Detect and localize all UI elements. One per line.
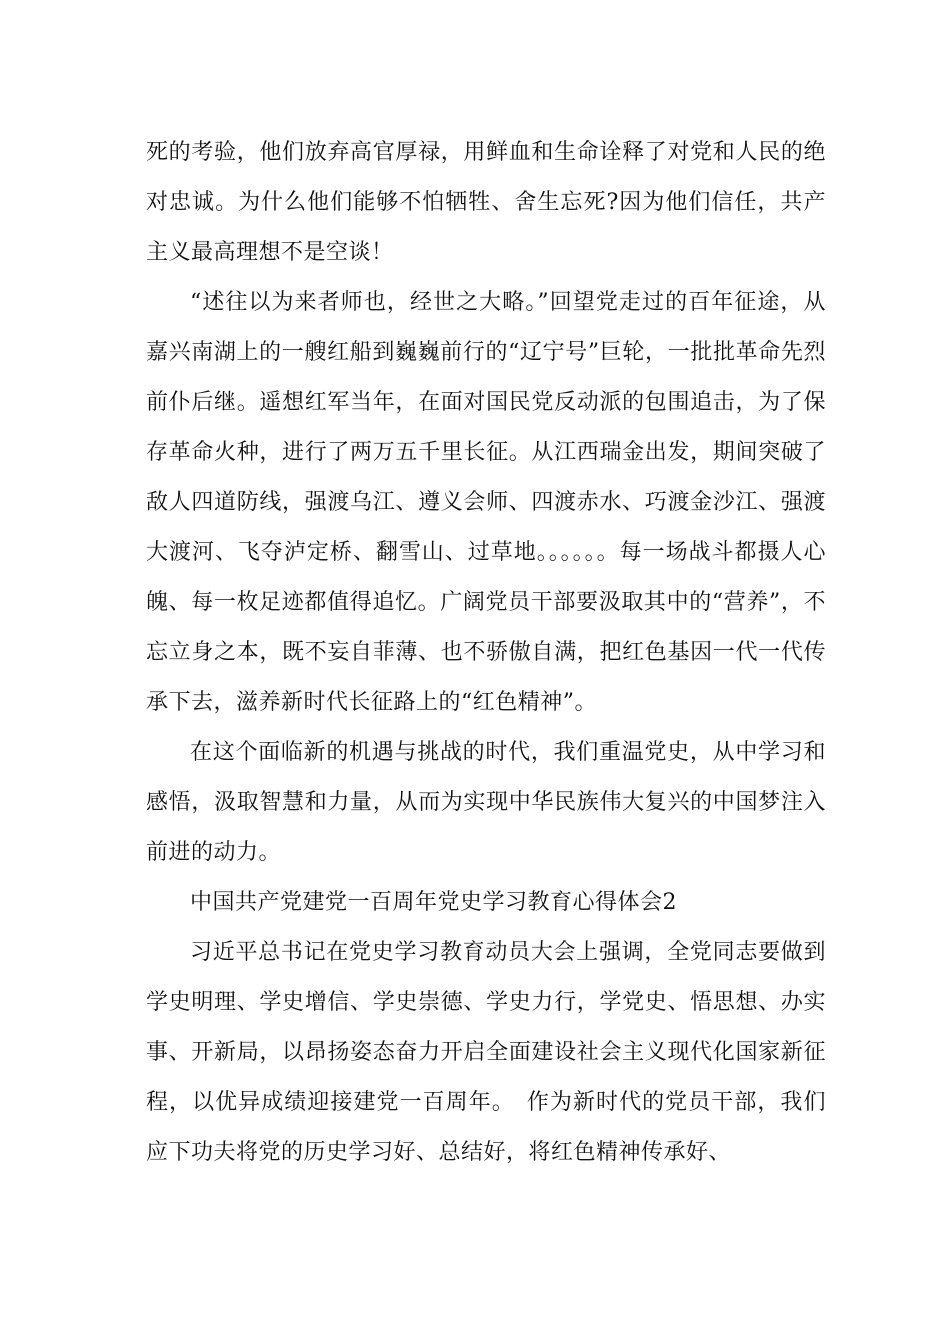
paragraph-long-march: “述往以为来者师也，经世之大略。”回望党走过的百年征途，从嘉兴南湖上的一艘红船到巍巍前行的“辽宁号”巨轮，一批批革命先烈前仆后继。遥想红军当年，在面对国民党反动派的包围追击，为了保存革命火种，进行了两万五千里长征。从江西瑞金出发，期间突破了敌人四道防线，强渡乌江、遵义会师、四渡赤水、巧渡金沙江、强渡大渡河、飞夺泸定桥、翻雪山、过草地。。。。。。每一场战斗都摄人心魄、每一枚足迹都值得追忆。广阔党员干部要汲取其中的“营养”，不忘立身之本，既不妄自菲薄、也不骄傲自满，把红色基因一代一代传承下去，滋养新时代长征路上的“红色精神”。 [146,290,826,715]
paragraph-new-era: 在这个面临新的机遇与挑战的时代，我们重温党史，从中学习和感悟，汲取智慧和力量，从而为实现中华民族伟大复兴的中国梦注入前进的动力。 [146,740,826,865]
paragraph-speech: 习近平总书记在党史学习教育动员大会上强调，全党同志要做到学史明理、学史增信、学史崇德、学史力行，学党史、悟思想、办实事、开新局，以昂扬姿态奋力开启全面建设社会主义现代化国家新征程，以优异成绩迎接建党一百周年。 作为新时代的党员干部，我们应下功夫将党的历史学习好、总结好，将红色精神传承好、 [146,940,826,1165]
document-body [146,128,826,1178]
section-heading: 中国共产党建党一百周年党史学习教育心得体会2 [190,890,677,915]
paragraph-continuation: 死的考验，他们放弃高官厚禄，用鲜血和生命诠释了对党和人民的绝对忠诚。为什么他们能够不怕牺牲、舍生忘死?因为他们信任，共产主义最高理想不是空谈！ [146,140,826,265]
